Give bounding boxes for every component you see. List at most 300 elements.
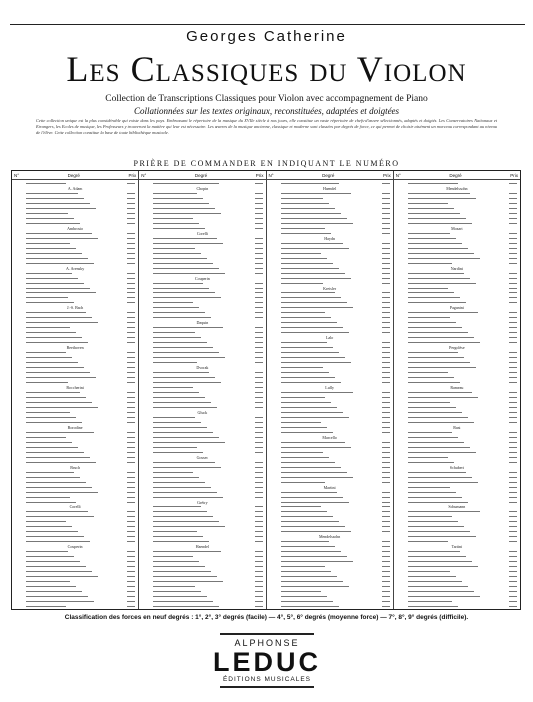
catalog-entry-price — [509, 566, 517, 567]
catalog-entry-price — [509, 317, 517, 318]
catalog-entry — [26, 477, 80, 478]
catalog-entry — [153, 312, 205, 313]
catalog-entry — [26, 601, 94, 602]
catalog-entry — [26, 586, 76, 587]
catalog-entry-price — [255, 506, 263, 507]
catalog-entry — [153, 208, 215, 209]
catalog-entry-price — [127, 472, 135, 473]
catalog-entry-price — [382, 208, 390, 209]
catalog-entry-price — [382, 526, 390, 527]
catalog-entry-price — [127, 297, 135, 298]
catalog-entry-price — [382, 218, 390, 219]
catalog-entry-price — [255, 273, 263, 274]
catalog-entry — [281, 601, 333, 602]
catalog-entry-price — [509, 452, 517, 453]
catalog-entry — [153, 238, 217, 239]
catalog-entry-price — [382, 457, 390, 458]
catalog-entry-price — [127, 516, 135, 517]
catalog-entry-price — [255, 477, 263, 478]
catalog-entry-price — [509, 591, 517, 592]
catalog-entry-price — [509, 497, 517, 498]
catalog-entry — [408, 606, 458, 607]
catalog-entry — [26, 223, 80, 224]
catalog-entry-price — [382, 397, 390, 398]
logo-imprint: ÉDITIONS MUSICALES — [222, 676, 312, 683]
catalog-entry-price — [255, 317, 263, 318]
catalog-entry-price — [127, 357, 135, 358]
catalog-entry-price — [382, 302, 390, 303]
catalog-entry — [281, 407, 337, 408]
catalog-entry-price — [127, 337, 135, 338]
catalog-entry — [153, 432, 213, 433]
catalog-entry — [408, 417, 468, 418]
catalog-entry-price — [382, 327, 390, 328]
catalog-entry-price — [382, 357, 390, 358]
catalog-entry-price — [509, 342, 517, 343]
catalog-entry — [153, 487, 211, 488]
catalog-entry-price — [382, 322, 390, 323]
catalog-entry — [26, 502, 76, 503]
catalog-entry — [26, 432, 94, 433]
catalog-entry — [281, 382, 341, 383]
catalog-entry — [153, 203, 209, 204]
catalog-entry — [281, 377, 335, 378]
catalog-entry-price — [382, 193, 390, 194]
catalog-entry-price — [255, 337, 263, 338]
catalog-entry-price — [127, 183, 135, 184]
header-price: Prix — [510, 173, 518, 178]
catalog-entry-price — [127, 571, 135, 572]
catalog-entry — [153, 372, 209, 373]
composer-heading: Dvorak — [196, 365, 209, 371]
catalog-entry-price — [509, 312, 517, 313]
catalog-entry — [408, 407, 456, 408]
catalog-entry — [153, 531, 197, 532]
catalog-entry — [153, 283, 203, 284]
catalog-entry — [153, 417, 195, 418]
catalog-entry — [281, 283, 323, 284]
catalog-entry — [153, 183, 219, 184]
catalog-entry — [281, 223, 353, 224]
catalog-entry-price — [382, 263, 390, 264]
catalog-entry — [281, 292, 335, 293]
catalog-entry — [408, 452, 476, 453]
catalog-entry-price — [382, 427, 390, 428]
catalog-entry — [153, 442, 225, 443]
catalog-entry-price — [255, 302, 263, 303]
catalog-entry-price — [382, 258, 390, 259]
catalog-entry-price — [382, 447, 390, 448]
catalog-entry-price — [382, 432, 390, 433]
catalog-entry — [153, 472, 193, 473]
catalog-entry-price — [382, 213, 390, 214]
catalog-entry-price — [382, 462, 390, 463]
catalog-entry-price — [127, 223, 135, 224]
catalog-entry-price — [127, 462, 135, 463]
catalog-entry-price — [509, 263, 517, 264]
header-price: Prix — [255, 173, 264, 178]
catalog-entry-price — [255, 591, 263, 592]
catalog-entry — [281, 273, 345, 274]
catalog-entry-price — [255, 402, 263, 403]
composer-heading: Borodine — [67, 424, 83, 430]
order-note: PRIÈRE DE COMMANDER EN INDIQUANT LE NUMÉRO — [133, 159, 400, 168]
catalog-entry-price — [127, 263, 135, 264]
catalog-entry-price — [127, 447, 135, 448]
catalog-entry — [26, 541, 90, 542]
catalog-entry-price — [382, 292, 390, 293]
catalog-entry-price — [255, 357, 263, 358]
catalog-entry — [26, 288, 90, 289]
catalog-entry — [408, 397, 478, 398]
catalog-entry-price — [127, 591, 135, 592]
catalog-entry-price — [382, 372, 390, 373]
catalog-entry-price — [127, 352, 135, 353]
catalog-entry-price — [127, 317, 135, 318]
catalog-entry — [408, 198, 476, 199]
catalog-entry — [153, 551, 221, 552]
catalog-entry-price — [127, 497, 135, 498]
catalog-entry-price — [255, 203, 263, 204]
catalog-entry — [408, 203, 448, 204]
catalog-entry — [281, 521, 339, 522]
catalog-entry — [281, 506, 321, 507]
catalog-entry — [281, 218, 347, 219]
catalog-entry-price — [509, 218, 517, 219]
catalog-entry-price — [509, 233, 517, 234]
catalog-entry — [281, 302, 347, 303]
catalog-entry-price — [509, 248, 517, 249]
catalog-entry — [281, 183, 339, 184]
catalog-entry — [408, 462, 454, 463]
catalog-entry — [408, 223, 472, 224]
catalog-entry — [281, 541, 329, 542]
collection-title: Les Classiques du Violon — [66, 49, 467, 89]
catalog-entry — [281, 312, 325, 313]
catalog-entry — [26, 397, 86, 398]
catalog-entry — [408, 238, 456, 239]
catalog-table — [11, 170, 521, 610]
catalog-entry — [281, 263, 333, 264]
catalog-entry-price — [382, 253, 390, 254]
catalog-entry — [408, 422, 474, 423]
catalog-entry-price — [382, 417, 390, 418]
catalog-entry — [26, 372, 90, 373]
catalog-entry — [281, 213, 341, 214]
composer-heading: Rust — [453, 424, 461, 430]
catalog-column-1 — [12, 171, 139, 609]
catalog-entry-price — [509, 571, 517, 572]
catalog-entry — [153, 198, 203, 199]
composer-heading: Mendelssohn — [318, 534, 341, 540]
composer-heading: A. Adam — [67, 185, 83, 191]
catalog-entry — [26, 377, 96, 378]
catalog-entry-price — [255, 332, 263, 333]
catalog-entry-price — [382, 472, 390, 473]
catalog-entry — [281, 278, 351, 279]
catalog-entry — [408, 283, 476, 284]
composer-heading: Couperin — [67, 544, 83, 550]
catalog-entry — [408, 457, 448, 458]
catalog-entry — [26, 297, 68, 298]
catalog-entry-price — [255, 248, 263, 249]
composer-heading: Daquin — [196, 320, 209, 326]
catalog-entry-price — [509, 243, 517, 244]
catalog-entry-price — [255, 462, 263, 463]
catalog-entry — [281, 516, 333, 517]
catalog-entry-price — [127, 332, 135, 333]
catalog-entry — [281, 248, 349, 249]
catalog-entry — [26, 482, 86, 483]
catalog-entry — [26, 322, 98, 323]
catalog-entry-price — [127, 372, 135, 373]
composer-heading: Haendel — [322, 185, 337, 191]
catalog-entry — [153, 377, 215, 378]
catalog-entry-price — [255, 601, 263, 602]
catalog-entry — [153, 228, 205, 229]
catalog-entry — [153, 258, 207, 259]
catalog-entry-price — [382, 203, 390, 204]
catalog-entry-price — [509, 397, 517, 398]
catalog-entry-price — [382, 511, 390, 512]
catalog-entry-price — [255, 198, 263, 199]
catalog-entry-price — [255, 417, 263, 418]
catalog-entry-price — [509, 417, 517, 418]
catalog-entry — [281, 412, 343, 413]
catalog-entry — [281, 502, 349, 503]
catalog-entry — [408, 566, 478, 567]
catalog-entry — [153, 273, 225, 274]
composer-heading: Schubert — [449, 464, 464, 470]
catalog-entry-price — [509, 477, 517, 478]
catalog-entry — [408, 327, 462, 328]
catalog-entry — [153, 596, 207, 597]
catalog-entry-price — [127, 487, 135, 488]
logo-publisher-first: ALPHONSE — [234, 638, 300, 648]
logo-rule-bottom — [220, 686, 314, 688]
catalog-entry-price — [509, 606, 517, 607]
catalog-entry-price — [382, 367, 390, 368]
catalog-column-3 — [267, 171, 394, 609]
catalog-entry — [26, 556, 74, 557]
catalog-entry-price — [127, 407, 135, 408]
composer-heading: A. Arensky — [66, 265, 85, 271]
catalog-entry-price — [382, 601, 390, 602]
catalog-entry-price — [382, 506, 390, 507]
catalog-entry — [408, 362, 470, 363]
composer-heading: Kreisler — [323, 285, 337, 291]
catalog-entry — [26, 193, 78, 194]
catalog-entry-price — [127, 193, 135, 194]
composer-heading: Nardini — [450, 265, 463, 271]
catalog-entry — [26, 312, 86, 313]
catalog-entry — [153, 586, 195, 587]
catalog-entry-price — [255, 312, 263, 313]
catalog-entry-price — [255, 362, 263, 363]
catalog-entry-price — [382, 502, 390, 503]
catalog-entry-price — [382, 233, 390, 234]
catalog-entry — [281, 208, 335, 209]
catalog-entry — [153, 223, 199, 224]
catalog-entry — [281, 442, 345, 443]
catalog-entry — [26, 417, 76, 418]
catalog-entry — [281, 332, 349, 333]
catalog-entry — [281, 367, 323, 368]
catalog-column-4 — [394, 171, 520, 609]
catalog-entry — [281, 357, 345, 358]
catalog-entry — [153, 392, 199, 393]
catalog-entry — [153, 382, 221, 383]
catalog-entry-price — [255, 297, 263, 298]
catalog-entry-price — [255, 292, 263, 293]
catalog-entry-price — [255, 253, 263, 254]
catalog-entry — [26, 208, 96, 209]
catalog-entry — [408, 372, 448, 373]
catalog-entry — [26, 198, 84, 199]
composer-heading: Bruch — [70, 464, 81, 470]
catalog-entry-price — [127, 457, 135, 458]
catalog-entry — [26, 233, 92, 234]
catalog-entry — [26, 437, 66, 438]
catalog-entry-price — [255, 437, 263, 438]
catalog-entry-price — [255, 467, 263, 468]
catalog-entry — [408, 432, 452, 433]
catalog-entry — [281, 482, 325, 483]
catalog-entry — [408, 556, 466, 557]
catalog-entry — [153, 591, 201, 592]
catalog-entry — [408, 561, 472, 562]
catalog-entry — [26, 342, 88, 343]
catalog-entry-price — [127, 412, 135, 413]
catalog-entry — [408, 193, 470, 194]
catalog-entry — [408, 302, 466, 303]
catalog-entry-price — [127, 218, 135, 219]
catalog-entry-price — [255, 347, 263, 348]
catalog-entry-price — [509, 198, 517, 199]
catalog-entry — [281, 427, 327, 428]
catalog-entry — [153, 253, 201, 254]
catalog-entry — [408, 233, 450, 234]
header-number: N° — [14, 173, 20, 178]
catalog-entry-price — [509, 278, 517, 279]
catalog-entry-price — [127, 402, 135, 403]
catalog-entry-price — [382, 571, 390, 572]
catalog-entry-price — [509, 492, 517, 493]
catalog-entry — [26, 248, 76, 249]
catalog-entry-price — [509, 551, 517, 552]
catalog-entry — [153, 387, 193, 388]
catalog-entry — [281, 243, 343, 244]
catalog-entry — [408, 472, 466, 473]
catalog-entry-price — [127, 556, 135, 557]
catalog-entry-price — [255, 482, 263, 483]
catalog-entry — [153, 297, 221, 298]
catalog-entry-price — [509, 482, 517, 483]
catalog-entry — [408, 536, 476, 537]
header-degree: Degré — [194, 173, 208, 178]
catalog-entry-price — [255, 208, 263, 209]
catalog-entry — [26, 382, 68, 383]
catalog-entry-price — [382, 228, 390, 229]
catalog-entry — [281, 447, 351, 448]
catalog-entry — [26, 203, 90, 204]
catalog-entry — [26, 263, 94, 264]
catalog-entry-price — [509, 556, 517, 557]
catalog-entry-price — [382, 581, 390, 582]
catalog-entry-price — [127, 238, 135, 239]
catalog-entry-price — [382, 342, 390, 343]
catalog-entry — [281, 322, 337, 323]
catalog-entry-price — [255, 392, 263, 393]
catalog-entry-price — [509, 302, 517, 303]
catalog-entry-price — [509, 516, 517, 517]
catalog-entry — [26, 606, 66, 607]
catalog-entry — [408, 571, 450, 572]
catalog-entry-price — [509, 297, 517, 298]
catalog-entries — [139, 181, 265, 609]
catalog-entry — [408, 442, 464, 443]
catalog-entry — [153, 506, 201, 507]
catalog-entry-price — [509, 327, 517, 328]
catalog-entry-price — [255, 497, 263, 498]
catalog-entry-price — [255, 571, 263, 572]
catalog-column-2 — [139, 171, 266, 609]
catalog-entry — [26, 258, 88, 259]
catalog-entry-price — [255, 382, 263, 383]
catalog-entry — [153, 317, 211, 318]
catalog-entry — [26, 367, 84, 368]
catalog-entry — [408, 502, 468, 503]
catalog-entry — [26, 412, 70, 413]
catalog-entry-price — [509, 502, 517, 503]
catalog-entry-price — [255, 218, 263, 219]
catalog-entry — [26, 447, 78, 448]
catalog-entry — [153, 422, 201, 423]
catalog-entry-price — [255, 193, 263, 194]
author-name: Georges Catherine — [186, 28, 347, 45]
catalog-entry-price — [509, 203, 517, 204]
catalog-entry — [26, 571, 92, 572]
composer-heading: Rameau — [450, 385, 464, 391]
catalog-entry — [153, 402, 211, 403]
catalog-entry — [26, 352, 66, 353]
column-header — [12, 171, 138, 180]
composer-heading: Haendel — [195, 544, 210, 550]
catalog-entry-price — [382, 407, 390, 408]
catalog-entry — [408, 312, 478, 313]
catalog-entry-price — [509, 561, 517, 562]
catalog-entry-price — [382, 497, 390, 498]
catalog-entry-price — [382, 422, 390, 423]
catalog-entry-price — [127, 606, 135, 607]
catalog-entry-price — [127, 208, 135, 209]
catalog-entry — [26, 283, 84, 284]
catalog-entry — [408, 208, 454, 209]
catalog-entry — [281, 497, 343, 498]
catalog-entry — [281, 233, 331, 234]
catalog-entry-price — [255, 387, 263, 388]
catalog-entry — [281, 531, 351, 532]
catalog-entry — [153, 332, 195, 333]
catalog-entry-price — [509, 596, 517, 597]
catalog-entry — [153, 462, 215, 463]
catalog-entry — [26, 497, 70, 498]
catalog-entry-price — [127, 233, 135, 234]
catalog-entry-price — [127, 526, 135, 527]
composer-heading: Tartini — [451, 544, 463, 550]
catalog-entry — [281, 566, 325, 567]
catalog-entry — [26, 442, 72, 443]
